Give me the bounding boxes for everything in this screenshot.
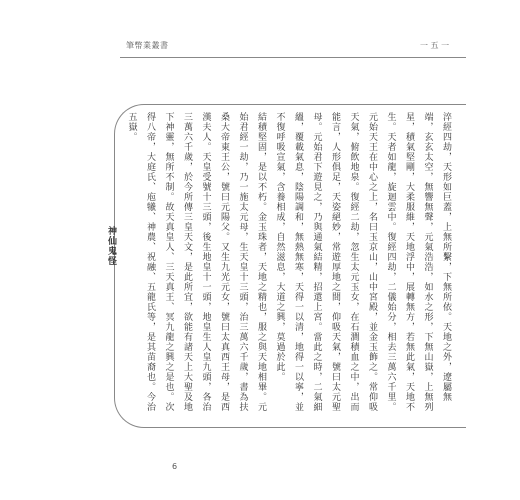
side-section-label: 神仙鬼怪 bbox=[106, 226, 116, 266]
header-rule bbox=[120, 57, 466, 58]
paragraph: 結積堅固，是以不朽。金玉珠者，天地之精也，服之與天地相畢。元始君經一劫，乃一施太元母，生天皇十三頭，治三萬六千歲，書為扶桑大帝東王公，號曰元陽父。又生九光元女，號曰太真西王母，是西漢夫人。天皇受號十三頭，後生地皇十一頭，地皇生人皇九頭，各治三萬六千歲，於今所傳三皇天文，是此所宜，欲能有諸天上大聖及地下神靈，無所不制。故天真皇人、三天真王、冥九龍之興之是也。次得八帝，大庭氏、庖犧、神農、祝融、五龍氏等，是其苗裔也。今治五嶽。 bbox=[126, 112, 266, 412]
vertical-body-text bbox=[126, 112, 455, 417]
page-number: 6 bbox=[172, 462, 178, 471]
paragraph: 淬經四劫，天形如巨蓋，上無所繫，下無所依。天地之外，遼屬無端，玄玄太空，無響無聲，元氣浩浩，如水之形，下無山嶽，上無列星，積氣堅剛，大柔服維，天地浮中，展轉無方，若無此氣，天地不生。天者如龍，旋迴雲中。復經四劫，二儀始分，相去三萬六千里。元始天王在中心之上，名曰玉京山，山中宮殿，並金玉飾之。常仰吸天氣，俯飲地泉。復經二劫，忽生太元玉女，在石澗積血之中，出而能言，人形俱足，天姿絕妙，常遊厚地之間，仰吸天氣，號曰太元聖母。元始君下遊見之，乃與通氣結精，招還上宮。當此之時，二氣細縕，覆載氣息，陰陽調和，無熱無寒，天得一以清，地得一以寧，並不復呼吸宣氣，含養相成，自然滋息，大道之興，莫過於此。 bbox=[274, 112, 451, 412]
running-header-title: 筆幣業叢書 bbox=[126, 41, 169, 50]
running-header-page: 一 五 一 bbox=[420, 41, 450, 50]
